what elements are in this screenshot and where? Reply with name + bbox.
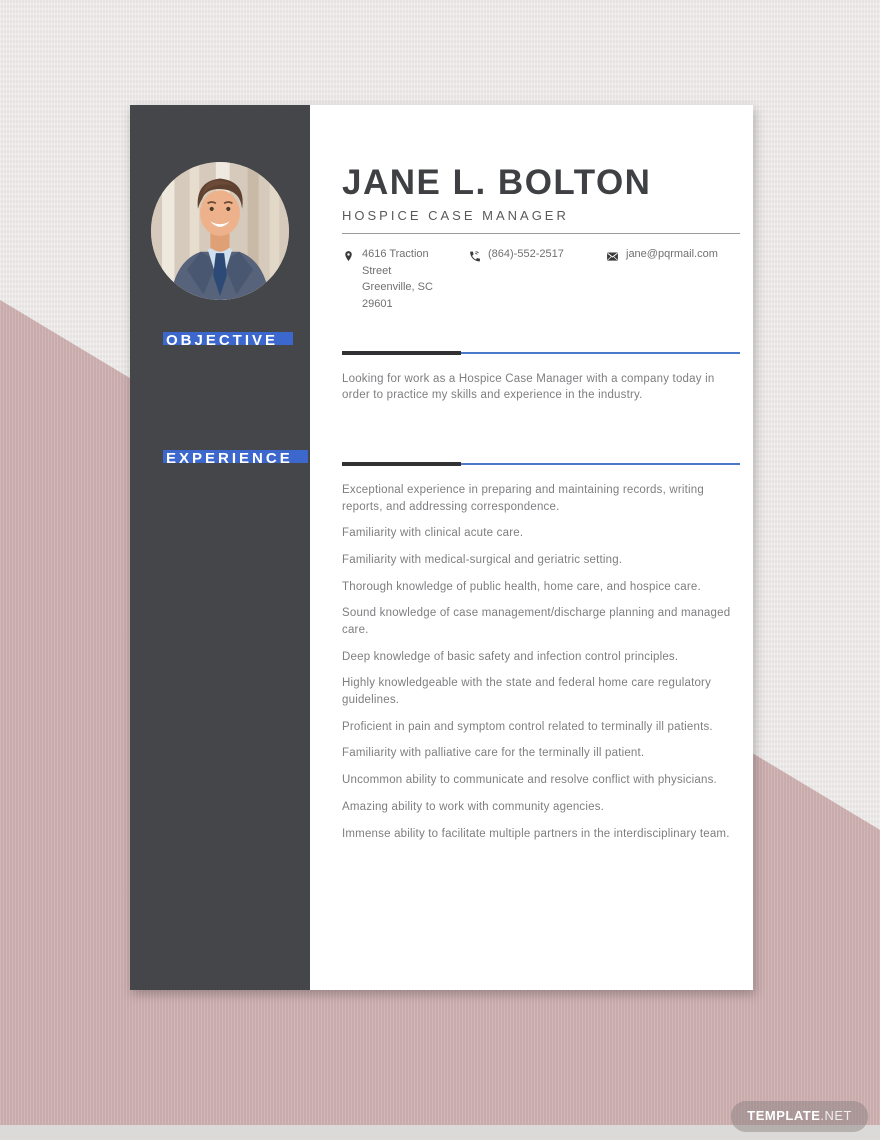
watermark-brand: TEMPLATE [747, 1108, 821, 1123]
sidebar [130, 105, 310, 990]
header-divider [342, 233, 740, 234]
watermark-tld: .NET [820, 1108, 852, 1123]
objective-text: Looking for work as a Hospice Case Manager with a company today in order to practice my skills and experience in the industry. [342, 372, 715, 402]
email-address: jane@pqrmail.com [626, 247, 718, 260]
experience-item: Sound knowledge of case management/discharge planning and managed care. [342, 607, 731, 637]
job-title: HOSPICE CASE MANAGER [342, 207, 569, 223]
contact-email [606, 248, 740, 315]
address-line: 29601 [362, 298, 393, 310]
address-line: Greenville, SC [362, 281, 433, 294]
experience-item: Proficient in pain and symptom control related to terminally ill patients. [342, 720, 713, 733]
experience-section [342, 462, 740, 842]
experience-item: Amazing ability to work with community agencies. [342, 800, 605, 813]
mail-icon [606, 249, 619, 264]
resume-sheet [130, 105, 753, 990]
objective-section-divider [342, 351, 740, 355]
experience-item: Familiarity with medical-surgical and geriatric setting. [342, 554, 623, 567]
experience-section-divider [342, 462, 740, 466]
experience-item: Immense ability to facilitate multiple partners in the interdisciplinary team. [342, 827, 730, 840]
experience-item: Thorough knowledge of public health, home care, and hospice care. [342, 580, 701, 593]
avatar [151, 162, 289, 300]
contact-address [342, 248, 468, 315]
address-line: Street [362, 264, 392, 277]
contact-row [342, 248, 740, 315]
person-name: JANE L. BOLTON [342, 163, 652, 202]
experience-item: Exceptional experience in preparing and maintaining records, writing reports, and addressing correspondence. [342, 484, 704, 513]
profile-photo-illustration [151, 162, 289, 300]
phone-icon [468, 249, 481, 264]
experience-item: Familiarity with clinical acute care. [342, 527, 524, 540]
experience-item: Deep knowledge of basic safety and infection control principles. [342, 650, 679, 663]
phone-number: (864)-552-2517 [488, 247, 564, 260]
sidebar-section-objective: OBJECTIVE [163, 332, 293, 353]
experience-item: Uncommon ability to communicate and resolve conflict with physicians. [342, 774, 717, 787]
template-net-watermark [731, 1101, 868, 1132]
contact-phone [468, 248, 606, 315]
address-line: 4616 Traction [362, 247, 429, 260]
resume-main-column [310, 105, 753, 990]
experience-item: Familiarity with palliative care for the terminally ill patient. [342, 747, 645, 760]
experience-item: Highly knowledgeable with the state and federal home care regulatory guidelines. [342, 677, 712, 707]
objective-section [342, 351, 740, 404]
location-pin-icon [342, 249, 355, 264]
sidebar-section-experience: EXPERIENCE [163, 450, 308, 471]
address-text [362, 248, 433, 315]
